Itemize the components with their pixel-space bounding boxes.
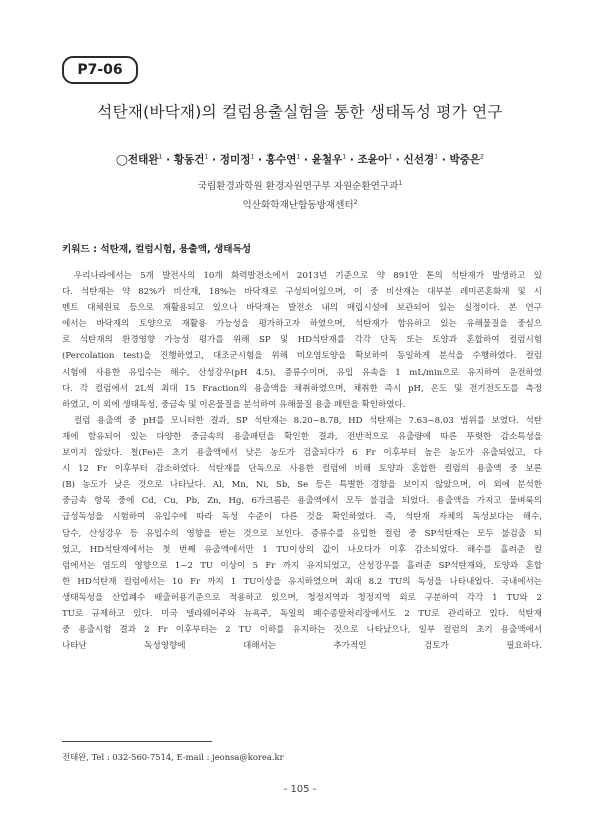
body-line: 보이지 않았다. 철(Fe)은 초기 용출액에서 낮은 농도가 검출되다가 6 Fr 이후부터 높은 농도가 유출되었고, 다 bbox=[62, 448, 542, 459]
affiliation-1 bbox=[0, 178, 600, 192]
author-separator: · bbox=[392, 154, 404, 166]
author-name: 신선경 bbox=[403, 154, 435, 166]
author-separator: · bbox=[438, 154, 450, 166]
body-line: (B) 농도가 낮은 것으로 나타났다. Al, Mn, Ni, Sb, Se 등은 특별한 경향을 보이지 않았으며, 이 외에 분석한 bbox=[62, 480, 542, 491]
author-list bbox=[0, 152, 600, 167]
body-line: 다. 석탄재는 약 82%가 비산재, 18%는 바닥재로 구성되어있으며, 이 중 비산재는 대부분 레미콘혼화재 및 시 bbox=[62, 287, 542, 298]
body-line: TU로 규제하고 있다. 미국 델라웨어주와 뉴욕주, 독일의 폐수종말처리장에서도 2 TU로 관리하고 있다. 석탄재 bbox=[62, 608, 542, 619]
affiliation-1-text: 국립환경과학원 환경자원연구부 자원순환연구과 bbox=[197, 181, 399, 192]
body-line: 중금속 항목 중에 Cd, Cu, Pb, Zn, Hg, 6가크롬은 용출액에서 모두 불검출 되었다. 용출액을 가지고 물벼룩의 bbox=[62, 496, 542, 507]
author-affiliation-mark: 2 bbox=[480, 153, 484, 161]
author-separator: · bbox=[162, 154, 174, 166]
author-name: ◯전태완 bbox=[116, 154, 159, 166]
author-name: 조윤아 bbox=[357, 154, 389, 166]
author-separator: · bbox=[208, 154, 220, 166]
session-label: P7-06 bbox=[62, 56, 138, 84]
author-affiliation-mark: 1 bbox=[342, 153, 347, 161]
body-line: 다. 각 컬럼에서 2L씩 최대 15 Fraction의 용출액을 채취하였으며, 채취한 즉시 pH, 온도 및 전기전도도를 측정 bbox=[62, 383, 542, 394]
affiliation-2-mark: 2 bbox=[353, 198, 358, 206]
body-line: 럼에서는 염도의 영향으로 1~2 TU 이상이 5 Fr 까지 유지되었고, 산성강우를 흘려준 SP석탄재와, 토양과 혼합 bbox=[62, 560, 542, 571]
keywords: 키워드 : 석탄재, 컬럼시험, 용출액, 생태독성 bbox=[62, 244, 252, 255]
body-line: 재에 함유되어 있는 다양한 중금속의 용출패턴을 확인한 결과, 전반적으로 유출량에 따른 뚜렷한 감소특성을 bbox=[62, 431, 542, 442]
body-line: 하였고, 이 외에 생태독성, 중금속 및 이온물질을 분석하여 유해물질 용출 패턴을 확인하였다. bbox=[62, 399, 406, 410]
page-number: - 105 - bbox=[283, 784, 317, 795]
author-name: 황동건 bbox=[173, 154, 205, 166]
body-line: 한 HD석탄재 컬럼에서는 10 Fr 까지 1 TU이상을 유지하였으며 최대 8.2 TU의 독성을 나타내었다. 국내에서는 bbox=[62, 576, 542, 587]
body-line: 시 12 Fr 이후부터 감소하였다. 석탄재를 단독으로 사용한 컬럼에 비해 토양과 혼합한 컬럼의 용출액 중 보론 bbox=[62, 464, 542, 475]
affiliation-2-text: 익산화학재난합동방재센터 bbox=[242, 200, 354, 211]
author-separator: · bbox=[300, 154, 312, 166]
author-name: 윤철우 bbox=[311, 154, 343, 166]
body-line: 멘트 대체원료 등으로 재활용되고 있으나 바닥재는 발전소 내의 매립시설에 보관되어 있는 실정이다. 본 연구 bbox=[62, 303, 542, 314]
body-line: 나타난 독성영향에 대해서는 추가적인 검토가 필요하다. bbox=[62, 641, 542, 652]
footnote-divider bbox=[62, 741, 212, 742]
author-separator: · bbox=[254, 154, 266, 166]
body-line: 컬럼 용출액 중 pH를 모니터한 결과, SP 석탄재는 8.20~8.78, HD 석탄재는 7.63~8.03 범위를 보였다. 석탄 bbox=[74, 415, 542, 426]
paper-title: 석탄재(바닥재)의 컬럼용출실험을 통한 생태독성 평가 연구 bbox=[97, 103, 503, 121]
body-line: 급성독성을 시험하여 유입수에 따라 독성 수준이 다른 것을 확인하였다. 즉, 석탄재 자체의 독성보다는 해수, bbox=[62, 512, 542, 523]
body-line: 중 용출시험 결과 2 Fr 이후부터는 2 TU 이하를 유지하는 것으로 나타났으나, 일부 컬럼의 초기 용출액에서 bbox=[62, 625, 542, 636]
author-name: 정미정 bbox=[219, 154, 251, 166]
author-name: 박중은 bbox=[449, 154, 481, 166]
affiliation-2 bbox=[0, 197, 600, 211]
body-line: 에서는 바닥재의 토양으로 재활용 가능성을 평가하고자 하였으며, 석탄재가 함유하고 있는 유해물질을 중심으 bbox=[62, 319, 542, 330]
corresponding-author-footnote: 전태완, Tel : 032-560-7514, E-mail : jeonsa@korea.kr bbox=[62, 752, 284, 762]
author-affiliation-mark: 1 bbox=[388, 153, 393, 161]
body-line: 시험에 사용한 유입수는 해수, 산성강우(pH 4.5), 증류수이며, 유입 유속을 1 mL/min으로 유지하여 운전하였 bbox=[62, 367, 542, 378]
body-line: 우리나라에서는 5개 발전사의 10개 화력발전소에서 2013년 기준으로 약 891만 톤의 석탄재가 발생하고 있 bbox=[74, 271, 542, 281]
author-affiliation-mark: 1 bbox=[296, 153, 301, 161]
abstract-body bbox=[62, 268, 542, 654]
body-line: 생태독성을 산업폐수 배출허용기준으로 적용하고 있으며, 청정지역과 청정지역 외로 구분하여 각각 1 TU와 2 bbox=[62, 592, 542, 603]
body-line: 담수, 산성강우 등 유입수의 영향을 받는 것으로 보인다. 증류수를 유입한 컬럼 중 SP석탄재는 모두 불검출 되 bbox=[62, 528, 542, 539]
author-affiliation-mark: 1 bbox=[434, 153, 439, 161]
affiliation-1-mark: 1 bbox=[398, 179, 403, 187]
author-affiliation-mark: 1 bbox=[204, 153, 209, 161]
author-affiliation-mark: 1 bbox=[250, 153, 255, 161]
body-line: 로 석탄재의 환경영향 가능성 평가를 위해 SP 및 HD석탄재를 각각 단독 또는 토양과 혼합하여 컬럼시험 bbox=[62, 335, 542, 346]
body-line: 었고, HD석탄재에서는 첫 번째 유출액에서만 1 TU이상의 값이 나오다가 이후 감소되었다. 해수를 흘려준 컬 bbox=[62, 544, 542, 555]
author-name: 홍수연 bbox=[265, 154, 297, 166]
author-separator: · bbox=[346, 154, 358, 166]
body-line: (Percolation test)을 진행하였고, 대조군시험을 위해 비오염토양을 확보하여 동일하게 분석을 수행하였다. 컬럼 bbox=[62, 351, 542, 362]
author-affiliation-mark: 1 bbox=[158, 153, 163, 161]
